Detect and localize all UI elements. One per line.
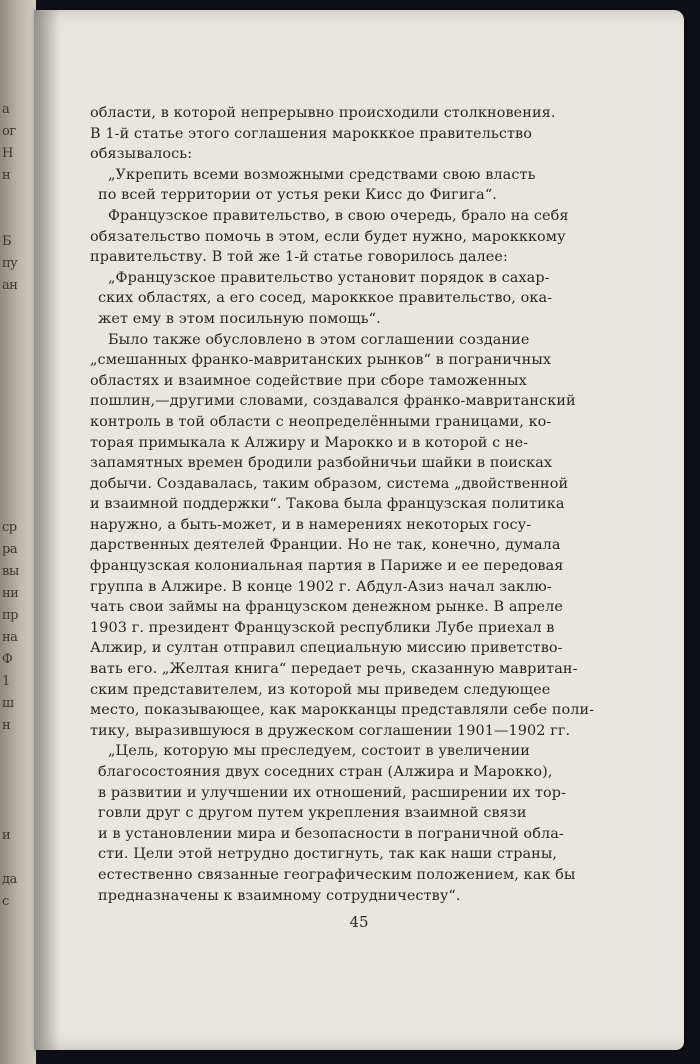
edge-text-fragment: ср [2,520,17,535]
text-line: французская колониальная партия в Париже и ее передовая [90,558,564,575]
edge-text-fragment: да [2,872,17,887]
text-line: естественно связанные географическим положением, как бы [98,866,576,883]
text-line: предназначены к взаимному сотрудничеству“. [98,887,461,904]
text-line: области, в которой непрерывно происходили столкновения. [90,105,556,121]
text-line: пошлин,—другими словами, создавался франко-мавританский [90,393,576,410]
text-line: правительству. В той же 1-й статье говорилось далее: [90,249,508,266]
text-line: сти. Цели этой нетрудно достигнуть, так как наши страны, [98,846,558,863]
page-number: 45 [349,913,369,931]
page-body-text [90,103,595,906]
edge-text-fragment: ан [2,278,18,293]
text-line: чать свои займы на французском денежном рынке. В апреле [90,599,564,616]
text-line: место, показывающее, как марокканцы представляли себе поли- [90,702,595,719]
text-line: областях и взаимное содействие при сборе таможенных [90,372,527,389]
text-line: обязательство помочь в этом, если будет нужно, марокккому [90,228,566,245]
text-line: жет ему в этом посильную помощь“. [98,310,381,327]
edge-text-fragment: Ф [2,652,13,667]
text-line: вать его. „Желтая книга“ передает речь, сказанную мавритан- [90,661,578,678]
edge-text-fragment: 1 [2,674,10,689]
text-line: торая примыкала к Алжиру и Марокко и в которой с не- [90,434,529,451]
text-line: и взаимной поддержки“. Такова была французская политика [90,496,565,513]
text-line: в развитии и улучшении их отношений, расширении их тор- [98,784,567,801]
edge-text-fragment: на [2,630,18,645]
text-line: добычи. Создавалась, таким образом, система „двойственной [90,475,569,492]
text-line: В 1-й статье этого соглашения марокккое правительство [90,125,533,142]
edge-text-fragment: ш [2,696,14,711]
text-line: обязывалось: [90,146,193,163]
text-line: по всей территории от устья реки Кисс до Фигига“. [98,187,497,204]
text-line: ских областях, а его сосед, марокккое правительство, ока- [98,290,553,307]
text-line: запамятных времен бродили разбойничьи шайки в поисках [90,455,553,472]
edge-text-fragment: ра [2,542,18,557]
text-line: „Укрепить всеми возможными средствами свою власть [108,166,536,183]
text-line: 1903 г. президент Французской республики Лубе приехал в [90,619,555,636]
previous-page-edge [0,0,36,1064]
text-line: ским представителем, из которой мы приведем следующее [90,681,551,698]
text-line: Французское правительство, в свою очередь, брало на себя [108,207,569,224]
edge-text-fragment: пу [2,256,18,271]
edge-text-fragment: a [2,102,10,117]
edge-text-fragment: Б [2,234,12,249]
text-line: Алжир, и султан отправил специальную миссию приветство- [90,640,563,657]
edge-text-fragment: вы [2,564,19,579]
text-line: благосостояния двух соседних стран (Алжира и Марокко), [98,764,553,780]
page-gutter-shadow [34,10,60,1050]
text-line: тику, выразившуюся в дружеском соглашении 1901—1902 гг. [90,722,571,739]
text-line: Было также обусловлено в этом соглашении создание [108,331,530,348]
text-line: дарственных деятелей Франции. Но не так, конечно, думала [90,537,561,554]
text-line: „Французское правительство установит порядок в сахар- [108,269,550,286]
edge-text-fragment: ни [2,586,19,601]
text-line: группа в Алжире. В конце 1902 г. Абдул-Азиз начал заклю- [90,578,552,595]
text-line: наружно, а быть-может, и в намерениях некоторых госу- [90,516,532,533]
text-line: контроль в той области с неопределёнными границами, ко- [90,413,552,430]
text-line: и в установлении мира и безопасности в пограничной обла- [98,825,564,842]
edge-text-fragment: н [2,718,11,733]
edge-text-fragment: и [2,828,11,843]
edge-text-fragment: ог [2,124,16,139]
edge-text-fragment: пр [2,608,18,623]
text-line: „смешанных франко-мавританских рынков“ в пограничных [90,352,552,369]
edge-text-fragment: Н [2,146,13,161]
edge-text-fragment: н [2,168,11,183]
edge-text-fragment: с [2,894,9,909]
text-line: говли друг с другом путем укрепления взаимной связи [98,805,527,822]
text-line: „Цель, которую мы преследуем, состоит в увеличении [108,743,530,760]
